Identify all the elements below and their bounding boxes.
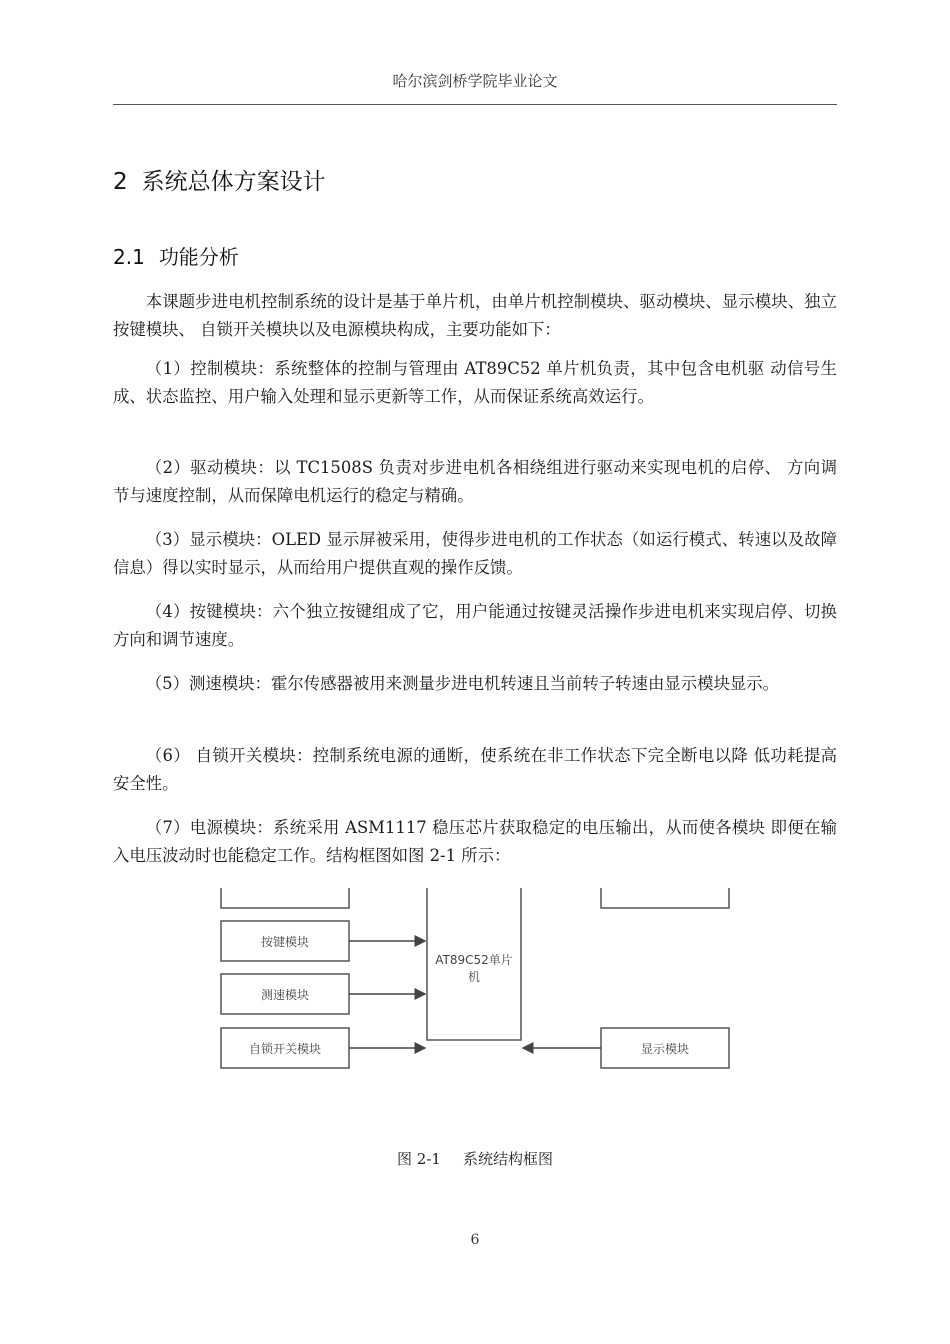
page-header: 哈尔滨剑桥学院毕业论文 xyxy=(392,72,558,90)
paragraph-drive-module: （2）驱动模块：以 TC1508S 负责对步进电机各相绕组进行驱动来实现电机的启停、 方向调节与速度控制，从而保障电机运行的稳定与精确。 xyxy=(113,458,837,505)
lock-switch-module-block xyxy=(221,1028,349,1068)
section-heading xyxy=(113,241,239,270)
paragraph-power-module: （7）电源模块：系统采用 ASM1117 稳压芯片获取稳定的电压输出，从而使各模块 即便在输入电压波动时也能稳定工作。结构框图如图 2-1 所示： xyxy=(113,818,837,865)
system-block-diagram xyxy=(213,888,743,1078)
paragraph-display-module: （3）显示模块：OLED 显示屏被采用，使得步进电机的工作状态（如运行模式、转速以及故障信息）得以实时显示，从而给用户提供直观的操作反馈。 xyxy=(113,530,837,577)
chapter-heading xyxy=(113,163,326,196)
mcu-label-line1: AT89C52单片 xyxy=(435,953,513,967)
header-rule xyxy=(113,104,837,105)
display-module-label: 显示模块 xyxy=(640,1042,690,1056)
figure-caption xyxy=(0,1148,950,1169)
key-module-label: 按键模块 xyxy=(260,935,310,949)
paragraph-key-module: （4）按键模块：六个独立按键组成了它，用户能通过按键灵活操作步进电机来实现启停、切换方向和调节速度。 xyxy=(113,602,837,649)
speed-module-block xyxy=(221,974,349,1014)
mcu-block xyxy=(427,888,521,1040)
figure-number: 图 2-1 xyxy=(397,1150,441,1168)
lock-switch-module-label: 自锁开关模块 xyxy=(248,1042,322,1056)
paragraph-speed-module: （5）测速模块：霍尔传感器被用来测量步进电机转速且当前转子转速由显示模块显示。 xyxy=(145,674,780,693)
cropped-top-left-box xyxy=(221,888,349,908)
display-module-block xyxy=(601,1028,729,1068)
section-title: 功能分析 xyxy=(158,245,239,269)
figure-title: 系统结构框图 xyxy=(462,1150,553,1168)
page-number: 6 xyxy=(470,1232,480,1248)
chapter-title: 系统总体方案设计 xyxy=(141,169,326,195)
mcu-label-line2: 机 xyxy=(467,970,481,984)
section-number: 2.1 xyxy=(113,245,145,269)
paragraph-lock-switch-module: （6） 自锁开关模块：控制系统电源的通断，使系统在非工作状态下完全断电以降 低功耗提高安全性。 xyxy=(113,746,837,793)
cropped-top-right-box xyxy=(601,888,729,908)
paragraph-control-module: （1）控制模块：系统整体的控制与管理由 AT89C52 单片机负责，其中包含电机驱 动信号生成、状态监控、用户输入处理和显示更新等工作，从而保证系统高效运行。 xyxy=(113,359,837,406)
speed-module-label: 测速模块 xyxy=(260,988,310,1002)
chapter-number: 2 xyxy=(113,169,128,195)
key-module-block xyxy=(221,921,349,961)
paragraph-intro: 本课题步进电机控制系统的设计是基于单片机，由单片机控制模块、驱动模块、显示模块、独立按键模块、 自锁开关模块以及电源模块构成，主要功能如下： xyxy=(113,292,837,339)
